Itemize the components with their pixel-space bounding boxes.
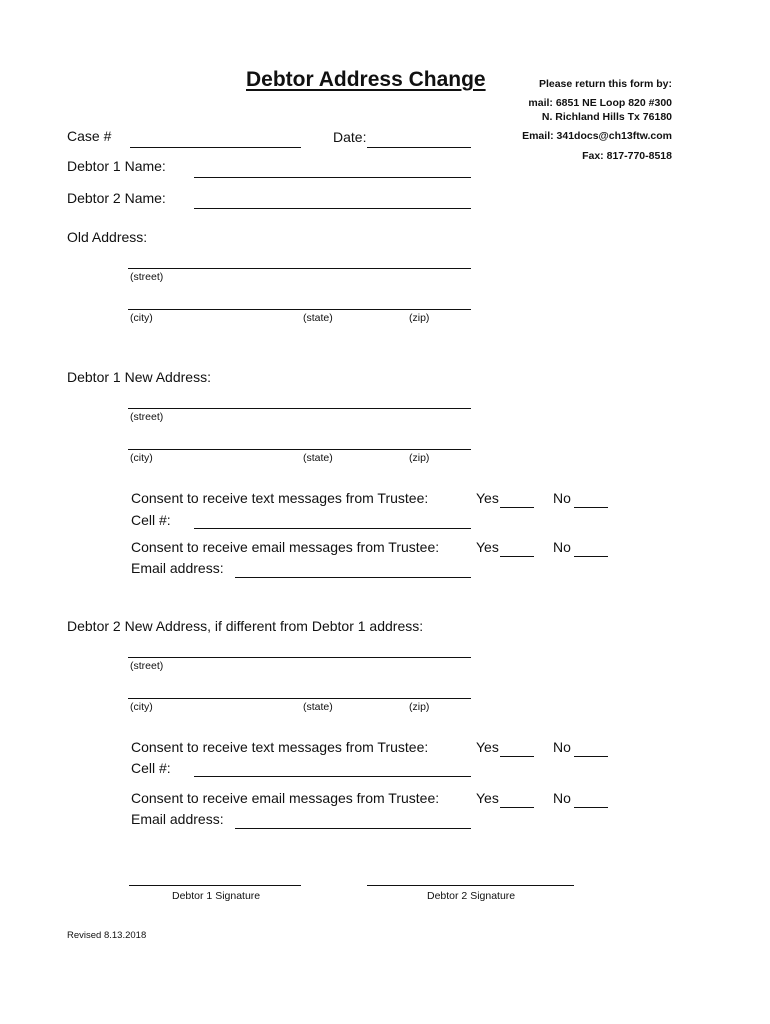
d1-cell-label: Cell #: <box>131 512 171 528</box>
d2-email-yes-field[interactable] <box>500 807 534 808</box>
d1-email-yes-label: Yes <box>476 539 499 555</box>
debtor1-signature-field[interactable] <box>129 885 301 886</box>
d2-email-consent-label: Consent to receive email messages from Trustee: <box>131 790 440 806</box>
debtor2-signature-label: Debtor 2 Signature <box>427 890 516 902</box>
form-title: Debtor Address Change <box>246 68 486 91</box>
return-mail-line1: mail: 6851 NE Loop 820 #300 <box>528 97 672 109</box>
d1-street-field[interactable] <box>128 408 471 409</box>
d2-state-sublabel: (state) <box>303 701 333 713</box>
d2-text-no-field[interactable] <box>574 756 608 757</box>
debtor2-name-label: Debtor 2 Name: <box>67 190 166 206</box>
old-street-sublabel: (street) <box>130 271 164 283</box>
d1-text-no-field[interactable] <box>574 507 608 508</box>
d1-city-state-zip-field[interactable] <box>128 449 471 450</box>
old-zip-sublabel: (zip) <box>409 312 430 324</box>
return-heading: Please return this form by: <box>538 78 672 90</box>
d1-email-address-label: Email address: <box>131 560 224 576</box>
d2-email-yes-label: Yes <box>476 790 499 806</box>
d1-email-no-field[interactable] <box>574 556 608 557</box>
d2-email-no-label: No <box>553 790 571 806</box>
d2-text-no-label: No <box>553 739 571 755</box>
date-label: Date: <box>333 129 367 145</box>
d2-street-field[interactable] <box>128 657 471 658</box>
case-label: Case # <box>67 128 112 144</box>
d1-cell-field[interactable] <box>194 528 471 529</box>
d1-email-address-field[interactable] <box>235 577 471 578</box>
case-field[interactable] <box>130 147 301 148</box>
debtor2-signature-field[interactable] <box>367 885 574 886</box>
d2-street-sublabel: (street) <box>130 660 164 672</box>
revision-note: Revised 8.13.2018 <box>67 930 147 941</box>
debtor1-new-address-label: Debtor 1 New Address: <box>67 369 211 385</box>
debtor1-signature-label: Debtor 1 Signature <box>172 890 261 902</box>
d1-state-sublabel: (state) <box>303 452 333 464</box>
d1-email-yes-field[interactable] <box>500 556 534 557</box>
d2-text-yes-field[interactable] <box>500 756 534 757</box>
d1-email-consent-label: Consent to receive email messages from Trustee: <box>131 539 440 555</box>
d2-email-address-field[interactable] <box>235 828 471 829</box>
d2-email-address-label: Email address: <box>131 811 224 827</box>
d1-zip-sublabel: (zip) <box>409 452 430 464</box>
old-street-field[interactable] <box>128 268 471 269</box>
return-fax: Fax: 817-770-8518 <box>582 150 672 162</box>
d1-city-sublabel: (city) <box>130 452 153 464</box>
debtor1-name-field[interactable] <box>194 177 471 178</box>
d1-text-no-label: No <box>553 490 571 506</box>
d2-text-consent-label: Consent to receive text messages from Trustee: <box>131 739 429 755</box>
old-city-sublabel: (city) <box>130 312 153 324</box>
return-mail-line2: N. Richland Hills Tx 76180 <box>541 111 672 123</box>
old-address-label: Old Address: <box>67 229 148 245</box>
d1-text-yes-field[interactable] <box>500 507 534 508</box>
d1-street-sublabel: (street) <box>130 411 164 423</box>
d1-email-no-label: No <box>553 539 571 555</box>
return-email: Email: 341docs@ch13ftw.com <box>522 130 672 142</box>
d2-city-sublabel: (city) <box>130 701 153 713</box>
date-field[interactable] <box>367 147 471 148</box>
d2-cell-field[interactable] <box>194 776 471 777</box>
old-city-state-zip-field[interactable] <box>128 309 471 310</box>
debtor2-name-field[interactable] <box>194 208 471 209</box>
d2-city-state-zip-field[interactable] <box>128 698 471 699</box>
old-state-sublabel: (state) <box>303 312 333 324</box>
d1-text-consent-label: Consent to receive text messages from Trustee: <box>131 490 429 506</box>
debtor1-name-label: Debtor 1 Name: <box>67 158 166 174</box>
d2-text-yes-label: Yes <box>476 739 499 755</box>
d2-zip-sublabel: (zip) <box>409 701 430 713</box>
d2-email-no-field[interactable] <box>574 807 608 808</box>
d2-cell-label: Cell #: <box>131 760 171 776</box>
d1-text-yes-label: Yes <box>476 490 499 506</box>
debtor2-new-address-label: Debtor 2 New Address, if different from Debtor 1 address: <box>67 618 424 634</box>
